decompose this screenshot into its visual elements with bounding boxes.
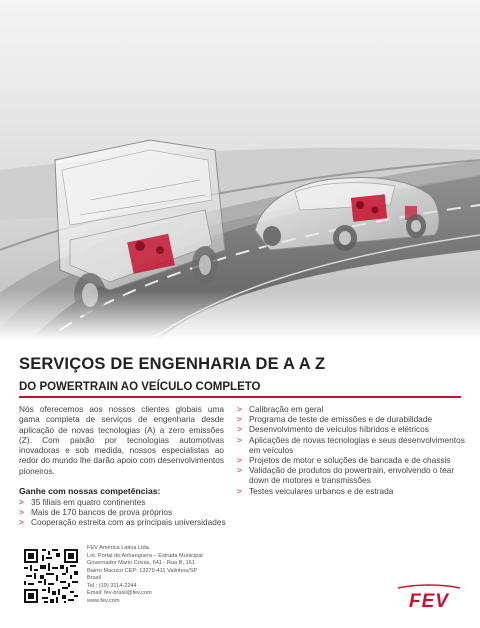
list-item: > Programa de teste de emissões e de durabilidade <box>237 414 433 425</box>
list-item: > Mais de 170 bancos de prova próprios <box>19 507 173 518</box>
address-line: Bairro Macuco CEP: 13279-411 Valinhos/SP <box>87 567 198 574</box>
chevron-right-icon: > <box>237 434 242 445</box>
address-line: Governador Mario Covas, 641 - Rua B, 161 <box>87 560 195 566</box>
chevron-right-icon: > <box>19 517 24 528</box>
website-link[interactable]: www.fev.com <box>87 597 120 604</box>
email-address[interactable]: Email: fev-brasil@fev.com <box>87 590 152 596</box>
list-item: > 35 filiais em quatro continentes <box>19 497 146 507</box>
page-headline: SERVIÇOS DE ENGENHARIA DE A A Z <box>19 355 326 373</box>
page-subheadline: DO POWERTRAIN AO VEÍCULO COMPLETO <box>19 381 261 393</box>
red-divider <box>19 396 461 398</box>
list-item: > Desenvolvimento de veículos híbridos e elétricos <box>237 424 429 435</box>
list-item: > Calibração em geral <box>237 404 324 414</box>
phone-number: Tel.: (19) 3114-2244 <box>87 582 137 589</box>
list-item: > Testes veiculares urbanos e de estrada <box>237 485 394 496</box>
qr-code[interactable] <box>22 547 80 605</box>
chevron-right-icon: > <box>237 424 242 435</box>
chevron-right-icon: > <box>237 404 242 414</box>
competencies-title: Ganhe com nossas competências: <box>19 486 161 496</box>
chevron-right-icon: > <box>237 465 242 476</box>
list-item: > Aplicações de novas tecnologias e seus desenvolvimentos em veículos <box>237 434 465 455</box>
chevron-right-icon: > <box>237 414 242 425</box>
list-item: > Projetos de motor e soluções de bancada e de chassis <box>237 455 451 466</box>
address-line: Lot. Portal do Anhanguera – Estrada Municipal <box>87 552 203 559</box>
company-address <box>87 545 217 605</box>
address-country: Brasil <box>87 575 101 581</box>
chevron-right-icon: > <box>237 455 242 466</box>
competencies-list <box>19 497 229 528</box>
chevron-right-icon: > <box>19 497 24 507</box>
company-name: FEV América Latina Ltda. <box>87 545 151 551</box>
list-item: > Cooperação estreita com as principais universidades <box>19 517 226 528</box>
fev-logo <box>396 584 462 610</box>
chevron-right-icon: > <box>19 507 24 518</box>
services-list <box>237 404 472 496</box>
subheadline-block <box>19 381 461 398</box>
intro-paragraph: Nós oferecemos aos nossos clientes globais uma gama completa de serviços de engenharia desde aplicação de novas tecnologias (A) a zero emissões (Z). Com paixão por tecnologias automotivas inovadoras e sob medida, nossos especialistas ao redor do mundo lhe darão apoio com desenvolvimentos pioneiros. <box>19 404 224 476</box>
list-item: > Validação de produtos do powertrain, envolvendo o tear down de motores e transmissões <box>237 465 455 486</box>
logo-text: FEV <box>409 591 449 610</box>
chevron-right-icon: > <box>237 485 242 496</box>
